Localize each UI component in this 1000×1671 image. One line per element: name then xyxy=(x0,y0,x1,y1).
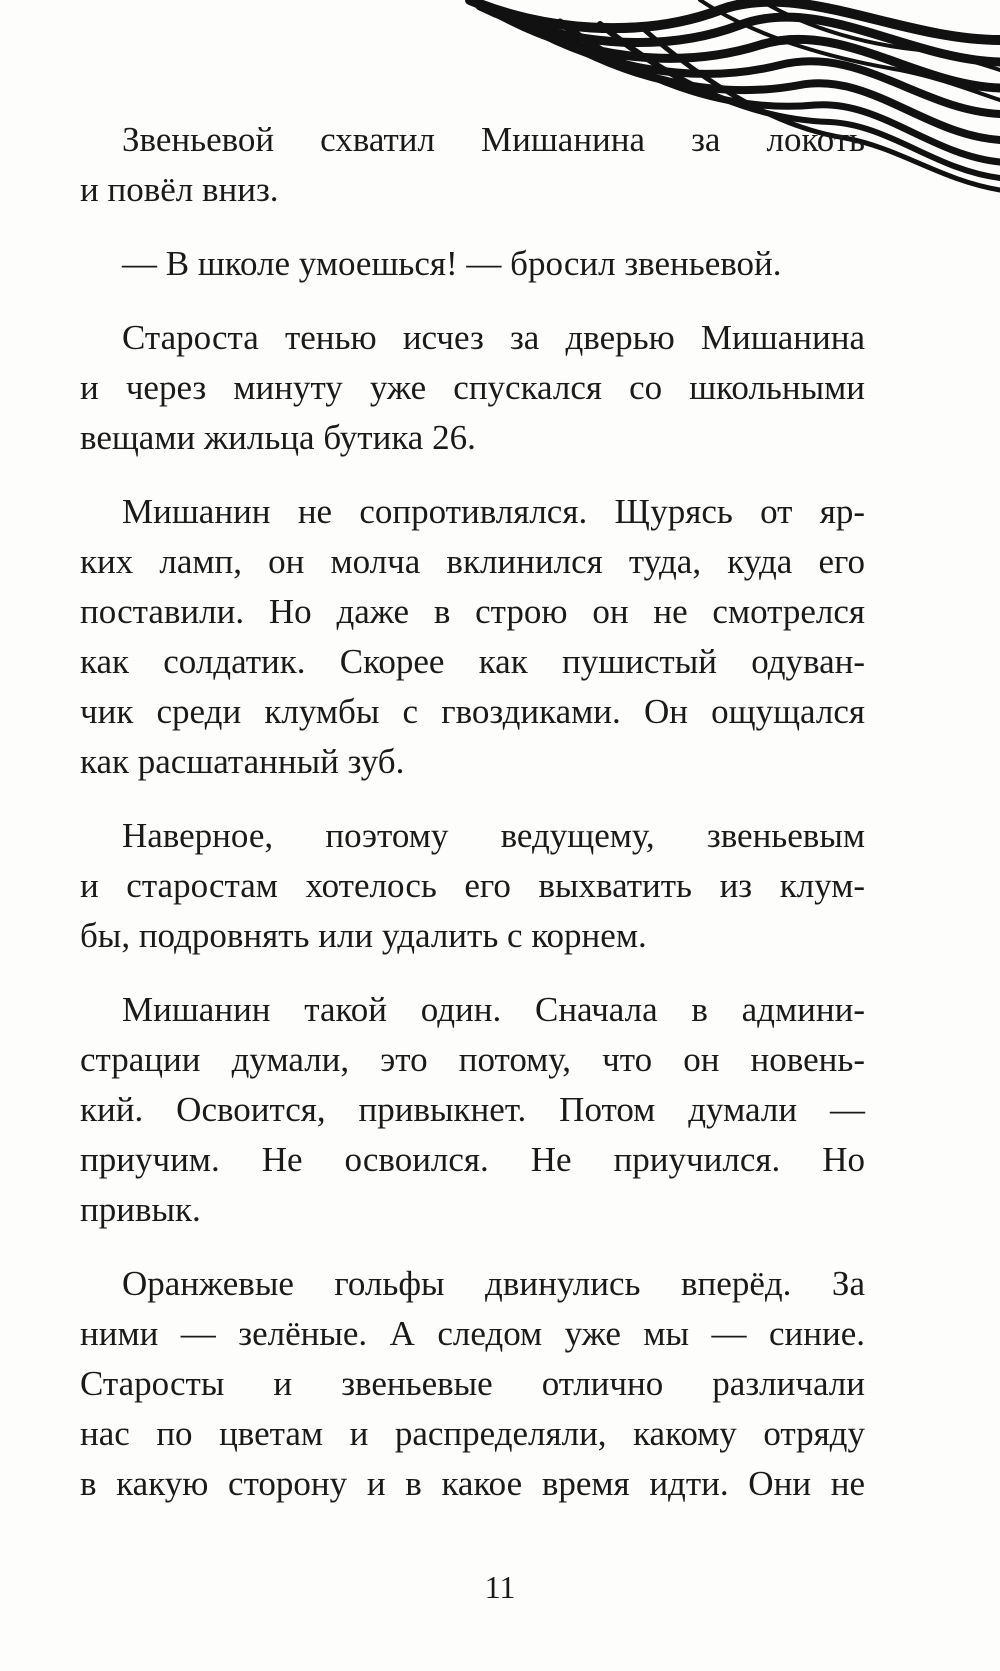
text-line: и повёл вниз. xyxy=(80,170,279,209)
main-text xyxy=(80,115,865,1533)
text-line: привык. xyxy=(80,1190,201,1229)
text-line: Старосты и звеньевые отлично различали xyxy=(80,1364,865,1403)
text-line: бы, подровнять или удалить с корнем. xyxy=(80,916,647,955)
text-line: как солдатик. Скорее как пушистый одуван- xyxy=(80,642,865,681)
paragraph xyxy=(80,313,865,463)
text-line: — В школе умоешься! — бросил звеньевой. xyxy=(122,244,782,283)
text-line: в какую сторону и в какое время идти. Они не xyxy=(80,1464,865,1503)
text-line: и старостам хотелось его выхватить из клум- xyxy=(80,866,865,905)
paragraph xyxy=(80,239,865,289)
paragraph xyxy=(80,487,865,787)
text-line: кий. Освоится, привыкнет. Потом думали — xyxy=(80,1090,865,1129)
text-line: Мишанин такой один. Сначала в админи- xyxy=(122,990,865,1029)
text-line: Мишанин не сопротивлялся. Щурясь от яр- xyxy=(122,492,865,531)
text-line: Наверное, поэтому ведущему, звеньевым xyxy=(122,816,865,855)
text-line: нас по цветам и распределяли, какому отряду xyxy=(80,1414,865,1453)
paragraph xyxy=(80,115,865,215)
text-line: приучим. Не освоился. Не приучился. Но xyxy=(80,1140,865,1179)
text-line: и через минуту уже спускался со школьными xyxy=(80,368,865,407)
text-line: как расшатанный зуб. xyxy=(80,742,405,781)
text-line: Звеньевой схватил Мишанина за локоть xyxy=(122,120,865,159)
text-line: вещами жильца бутика 26. xyxy=(80,418,476,457)
text-line: чик среди клумбы с гвоздиками. Он ощущался xyxy=(80,692,865,731)
text-line: ких ламп, он молча вклинился туда, куда его xyxy=(80,542,865,581)
text-line: поставили. Но даже в строю он не смотрелся xyxy=(80,592,865,631)
text-line: Оранжевые гольфы двинулись вперёд. За xyxy=(122,1264,865,1303)
text-line: ними — зелёные. А следом уже мы — синие. xyxy=(80,1314,865,1353)
paragraph xyxy=(80,811,865,961)
text-line: Староста тенью исчез за дверью Мишанина xyxy=(122,318,865,357)
paragraph xyxy=(80,1259,865,1509)
page-number: 11 xyxy=(484,1569,516,1605)
text-line: страции думали, это потому, что он новень- xyxy=(80,1040,865,1079)
paragraph xyxy=(80,985,865,1235)
